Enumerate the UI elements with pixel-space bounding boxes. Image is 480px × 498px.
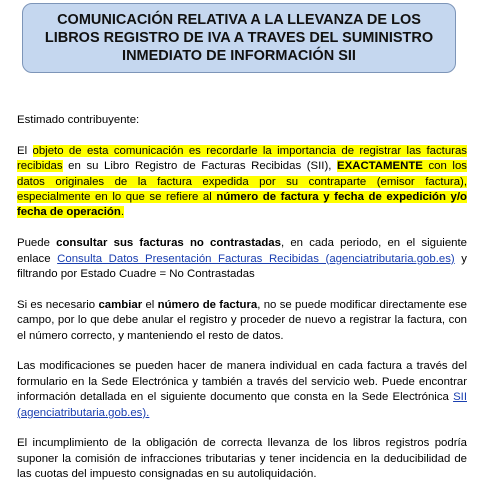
p1-text: en su Libro Registro de Facturas Recibidas (SII), bbox=[62, 160, 338, 173]
document-body bbox=[17, 113, 467, 498]
consulta-facturas-link[interactable]: Consulta Datos Presentación Facturas Recibidas (agenciatributaria.gob.es) bbox=[57, 252, 455, 265]
p2-bold-consult: consultar sus facturas no contrastadas bbox=[56, 237, 281, 250]
p2-text: y filtrando por Estado Cuadre = No Contrastadas bbox=[17, 252, 467, 281]
paragraph-change-number bbox=[17, 298, 467, 344]
p3-text: Si es necesario bbox=[17, 298, 99, 311]
paragraph-modifications bbox=[17, 359, 467, 421]
p1-text: . bbox=[120, 206, 124, 219]
p1-highlight-details: con los datos originales de la factura expedida por su contraparte (emisor factura), especialmente en lo que se refiere al bbox=[17, 160, 467, 204]
p3-text: el bbox=[142, 298, 158, 311]
p3-bold-invoice-number: número de factura bbox=[157, 298, 258, 311]
greeting: Estimado contribuyente: bbox=[17, 114, 140, 126]
p2-text: , en cada periodo, en el siguiente enlace bbox=[17, 237, 467, 265]
p1-highlight-objective: objeto de esta comunicación es recordarle la importancia de registrar las facturas recibidas bbox=[17, 144, 467, 173]
paragraph-noncompliance: El incumplimiento de la obligación de correcta llevanza de los libros registros podría suponer la comisión de infracciones tributarias y tener incidencia en la deducibilidad de las cuotas del impuesto consignadas en su autoliquidación. bbox=[17, 437, 467, 481]
p4-text: Las modificaciones se pueden hacer de manera individual en cada factura a través del formulario en la Sede Electrónica y también a través del servicio web. Puede encontrar información detallada en el siguiente documento que consta en la Sede Electrónica bbox=[17, 360, 467, 404]
paragraph-consult bbox=[17, 236, 467, 282]
p2-text: Puede bbox=[17, 237, 57, 250]
p1-highlight-exactamente: EXACTAMENTE bbox=[337, 160, 423, 173]
document-title: COMUNICACIÓN RELATIVA A LA LLEVANZA DE LOS LIBROS REGISTRO DE IVA A TRAVES DEL SUMINISTRO INMEDIATO DE INFORMACIÓN SII bbox=[44, 12, 434, 64]
p1-highlight-invoice-number: número de factura y fecha de expedición y/o fecha de operación bbox=[17, 191, 467, 219]
sii-link[interactable]: SII (agenciatributaria.gob.es). bbox=[17, 391, 467, 419]
header-box bbox=[22, 3, 456, 73]
paragraph-importance bbox=[17, 144, 467, 221]
p3-bold-change: cambiar bbox=[98, 298, 143, 311]
p1-text: El bbox=[17, 144, 33, 157]
p3-text: , no se puede modificar directamente ese campo, por lo que debe anular el registro y proceder de nuevo a registrar la factura, con el número correcto, y manteniendo el resto de datos. bbox=[17, 298, 468, 342]
